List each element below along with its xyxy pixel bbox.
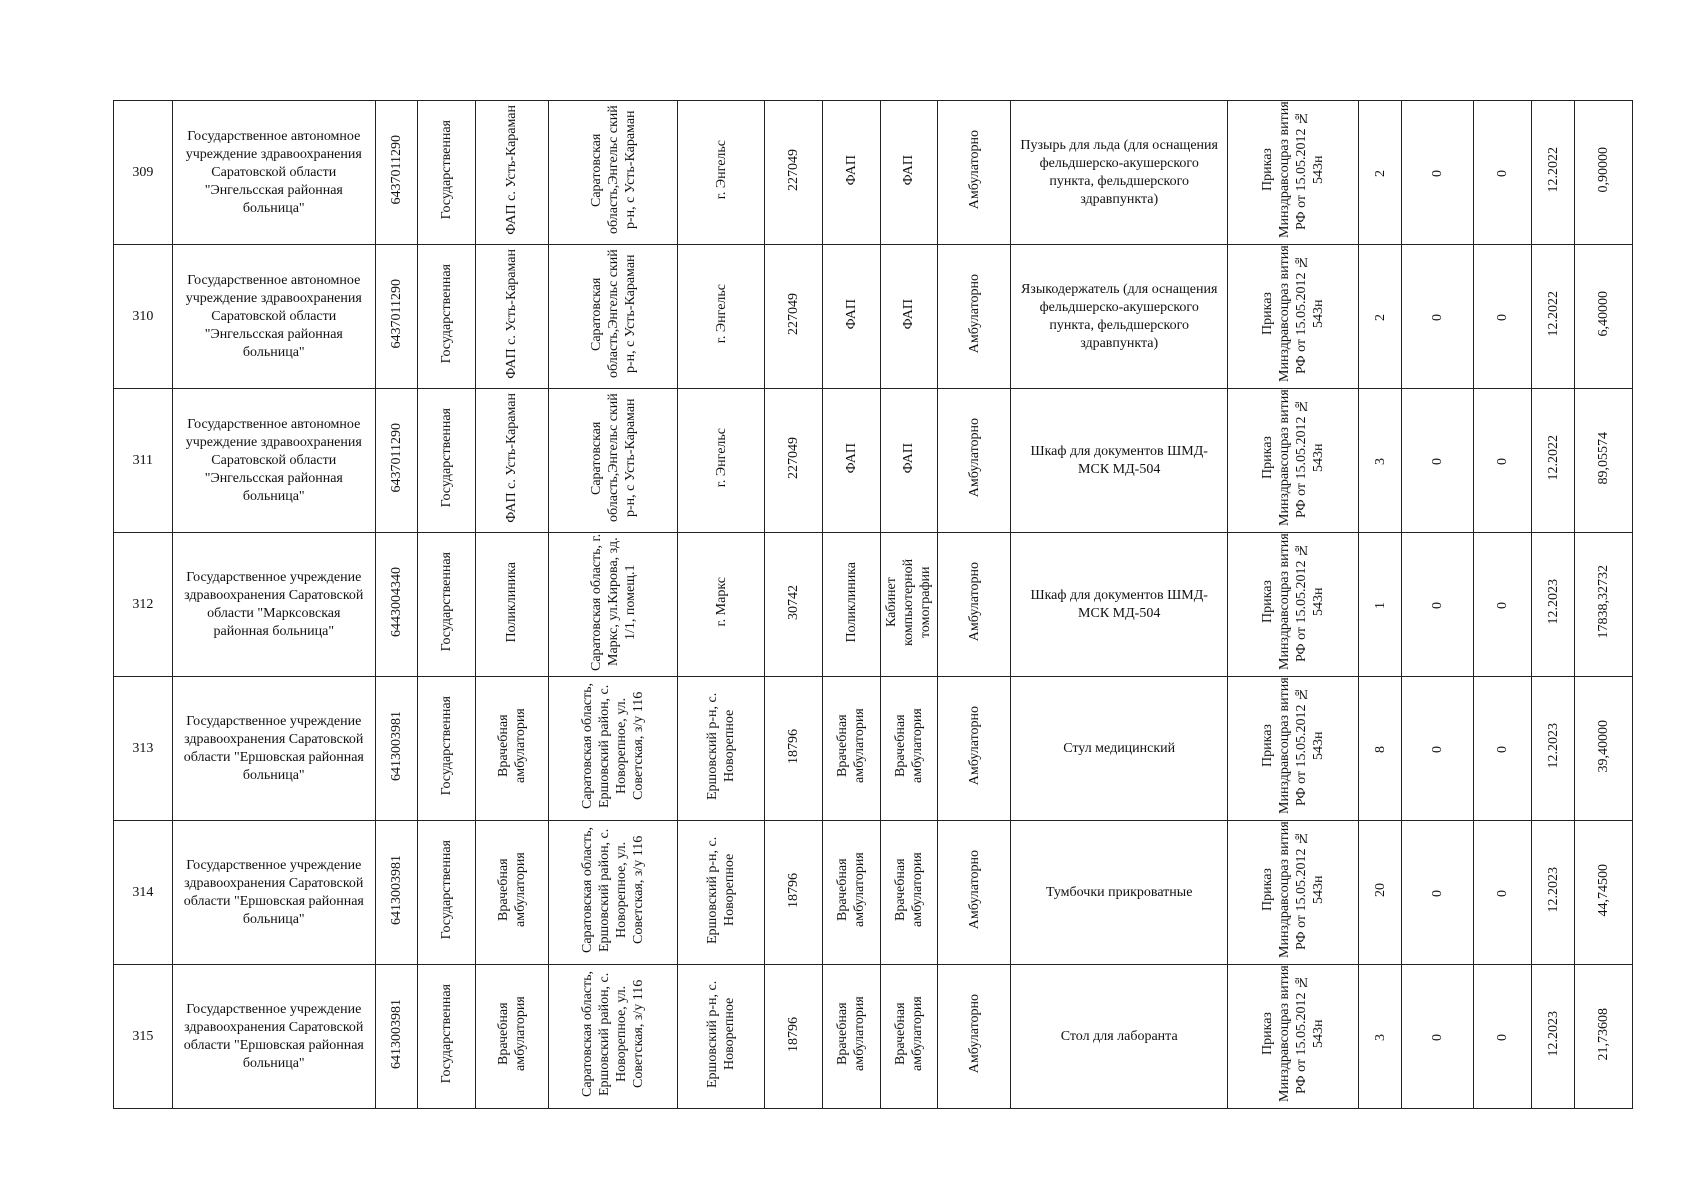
unit-name-cell [476, 533, 549, 677]
count-b: 0 [1494, 313, 1510, 321]
care-conditions: Амбулаторно [966, 562, 982, 642]
address-cell [548, 389, 677, 533]
population: 227049 [786, 293, 802, 335]
regulatory-order: Приказ Минздравсоцраз вития РФ от 15.05.2012 № 543н [1260, 965, 1327, 1103]
delivery-date: 12.2023 [1545, 867, 1561, 913]
delivery-date: 12.2022 [1545, 435, 1561, 481]
unit-type-cell [822, 245, 880, 389]
price-cell [1575, 821, 1633, 965]
locality: г. Маркс [713, 577, 729, 627]
population: 18796 [786, 1016, 802, 1052]
count-a: 0 [1430, 601, 1446, 609]
price-cell [1575, 533, 1633, 677]
quantity-cell [1358, 965, 1401, 1109]
equipment-name: Стол для лаборанта [1060, 1028, 1178, 1044]
department-cell [880, 677, 938, 821]
count-b: 0 [1494, 457, 1510, 465]
population: 18796 [786, 872, 802, 908]
price: 6,40000 [1596, 291, 1612, 337]
table-row [114, 821, 1633, 965]
population-cell [765, 965, 823, 1109]
locality-cell [678, 677, 765, 821]
department: ФАП [901, 298, 917, 330]
equipment-name: Шкаф для документов ШМД-МСК МД-504 [1030, 587, 1208, 621]
equipment-name-cell [1010, 245, 1227, 389]
population: 30742 [786, 584, 802, 620]
ownership-form: Государственная [439, 552, 455, 652]
equipment-name: Стул медицинский [1063, 740, 1176, 756]
care-conditions: Амбулаторно [966, 706, 982, 786]
count-b-cell [1474, 821, 1532, 965]
price: 21,73608 [1596, 1007, 1612, 1061]
organization-name: Государственное автономное учреждение здравоохранения Саратовской области "Энгельсская районная больница" [185, 416, 362, 504]
department: Врачебная амбулатория [892, 852, 925, 928]
delivery-date-cell [1531, 389, 1574, 533]
row-number-cell [114, 821, 173, 965]
care-conditions-cell [938, 389, 1011, 533]
population-cell [765, 821, 823, 965]
organization-name: Государственное учреждение здравоохранения Саратовской области "Марксовская районная больница" [184, 569, 364, 639]
care-conditions-cell [938, 533, 1011, 677]
unit-type: ФАП [843, 154, 859, 186]
care-conditions: Амбулаторно [966, 994, 982, 1074]
care-conditions-cell [938, 101, 1011, 245]
unit-name-cell [476, 389, 549, 533]
delivery-date: 12.2022 [1545, 147, 1561, 193]
price-cell [1575, 101, 1633, 245]
locality: Ершовский р-н, с. Новорепное [705, 692, 738, 800]
unit-name: Врачебная амбулатория [495, 852, 528, 928]
inn: 6413003981 [389, 711, 405, 781]
unit-name-cell [476, 821, 549, 965]
organization-name-cell [172, 389, 375, 533]
table-row [114, 677, 1633, 821]
inn-cell [375, 101, 417, 245]
row-number: 309 [132, 164, 154, 180]
unit-name-cell [476, 245, 549, 389]
quantity-cell [1358, 821, 1401, 965]
unit-name: ФАП с. Усть-Караман [504, 393, 520, 523]
row-number-cell [114, 677, 173, 821]
price: 17838,32732 [1596, 565, 1612, 639]
row-number-cell [114, 533, 173, 677]
unit-type-cell [822, 677, 880, 821]
unit-type: ФАП [843, 298, 859, 330]
quantity-cell [1358, 389, 1401, 533]
regulatory-order-cell [1228, 965, 1358, 1109]
locality: г. Энгельс [713, 140, 729, 200]
inn-cell [375, 965, 417, 1109]
population-cell [765, 677, 823, 821]
unit-type: Врачебная амбулатория [835, 996, 868, 1072]
count-a-cell [1402, 965, 1474, 1109]
ownership-form: Государственная [439, 408, 455, 508]
organization-name: Государственное учреждение здравоохранения Саратовской области "Ершовская районная больница" [183, 713, 364, 783]
ownership-form-cell [418, 101, 476, 245]
department-cell [880, 245, 938, 389]
row-number: 311 [132, 452, 154, 468]
organization-name-cell [172, 821, 375, 965]
quantity-cell [1358, 101, 1401, 245]
count-b-cell [1474, 965, 1532, 1109]
delivery-date-cell [1531, 245, 1574, 389]
organization-name-cell [172, 533, 375, 677]
quantity: 2 [1372, 313, 1388, 321]
ownership-form: Государственная [439, 840, 455, 940]
table-row [114, 389, 1633, 533]
count-a-cell [1402, 245, 1474, 389]
row-number-cell [114, 245, 173, 389]
inn: 6437011290 [389, 279, 405, 349]
count-a-cell [1402, 101, 1474, 245]
ownership-form-cell [418, 533, 476, 677]
quantity: 1 [1372, 601, 1388, 609]
care-conditions-cell [938, 821, 1011, 965]
price: 44,74500 [1596, 863, 1612, 917]
population-cell [765, 533, 823, 677]
row-number: 315 [132, 1028, 154, 1044]
count-b: 0 [1494, 601, 1510, 609]
price: 89,05574 [1596, 431, 1612, 485]
organization-name: Государственное автономное учреждение здравоохранения Саратовской области "Энгельсская районная больница" [185, 128, 362, 216]
locality-cell [678, 533, 765, 677]
unit-type: Врачебная амбулатория [835, 852, 868, 928]
ownership-form: Государственная [439, 696, 455, 796]
quantity: 8 [1372, 745, 1388, 753]
care-conditions: Амбулаторно [966, 850, 982, 930]
inn-cell [375, 389, 417, 533]
price: 39,40000 [1596, 719, 1612, 773]
ownership-form: Государственная [439, 984, 455, 1084]
address: Саратовская область, Ершовский район, с. Новорепное, ул. Советская, з/у 116 [580, 971, 647, 1098]
locality-cell [678, 389, 765, 533]
price-cell [1575, 389, 1633, 533]
quantity: 3 [1372, 457, 1388, 465]
row-number: 313 [132, 740, 154, 756]
quantity-cell [1358, 245, 1401, 389]
ownership-form: Государственная [439, 264, 455, 364]
population-cell [765, 245, 823, 389]
quantity-cell [1358, 677, 1401, 821]
ownership-form-cell [418, 965, 476, 1109]
quantity: 3 [1372, 1033, 1388, 1041]
quantity: 20 [1372, 883, 1388, 897]
equipment-table [113, 100, 1633, 1109]
delivery-date: 12.2023 [1545, 1011, 1561, 1057]
unit-name: ФАП с. Усть-Караман [504, 249, 520, 379]
ownership-form-cell [418, 389, 476, 533]
inn: 6437011290 [389, 423, 405, 493]
ownership-form-cell [418, 245, 476, 389]
locality: Ершовский р-н, с. Новорепное [705, 980, 738, 1088]
count-b: 0 [1494, 1033, 1510, 1041]
care-conditions-cell [938, 677, 1011, 821]
address: Саратовская область,Энгельс ский р-н, с Усть-Караман [588, 249, 638, 379]
address: Саратовская область,Энгельс ский р-н, с Усть-Караман [588, 105, 638, 235]
department-cell [880, 533, 938, 677]
locality: г. Энгельс [713, 284, 729, 344]
population-cell [765, 101, 823, 245]
inn: 6413003981 [389, 855, 405, 925]
locality-cell [678, 821, 765, 965]
count-a: 0 [1430, 313, 1446, 321]
delivery-date-cell [1531, 677, 1574, 821]
department-cell [880, 101, 938, 245]
regulatory-order: Приказ Минздравсоцраз вития РФ от 15.05.2012 № 543н [1260, 533, 1327, 671]
address-cell [548, 821, 677, 965]
unit-name: Поликлиника [504, 561, 520, 643]
locality-cell [678, 245, 765, 389]
price: 0,90000 [1596, 147, 1612, 193]
count-a-cell [1402, 389, 1474, 533]
count-b: 0 [1494, 889, 1510, 897]
inn: 6437011290 [389, 135, 405, 205]
ownership-form-cell [418, 677, 476, 821]
unit-type-cell [822, 533, 880, 677]
department-cell [880, 389, 938, 533]
equipment-name-cell [1010, 533, 1227, 677]
count-a-cell [1402, 533, 1474, 677]
equipment-name: Языкодержатель (для оснащения фельдшерско-акушерского пункта, фельдшерского здравпункта) [1020, 281, 1218, 351]
population: 227049 [786, 149, 802, 191]
unit-type-cell [822, 101, 880, 245]
equipment-name: Тумбочки прикроватные [1045, 884, 1193, 900]
department: Кабинет компьютерной томографии [884, 558, 934, 646]
regulatory-order: Приказ Минздравсоцраз вития РФ от 15.05.2012 № 543н [1260, 821, 1327, 959]
organization-name-cell [172, 677, 375, 821]
regulatory-order-cell [1228, 245, 1358, 389]
delivery-date-cell [1531, 101, 1574, 245]
row-number-cell [114, 965, 173, 1109]
inn: 6413003981 [389, 999, 405, 1069]
regulatory-order: Приказ Минздравсоцраз вития РФ от 15.05.2012 № 543н [1260, 101, 1327, 239]
delivery-date: 12.2022 [1545, 291, 1561, 337]
equipment-name-cell [1010, 677, 1227, 821]
count-a-cell [1402, 677, 1474, 821]
regulatory-order-cell [1228, 533, 1358, 677]
department-cell [880, 821, 938, 965]
equipment-name-cell [1010, 389, 1227, 533]
organization-name-cell [172, 965, 375, 1109]
price-cell [1575, 965, 1633, 1109]
delivery-date-cell [1531, 533, 1574, 677]
unit-type: Поликлиника [843, 561, 859, 643]
unit-name: Врачебная амбулатория [495, 996, 528, 1072]
price-cell [1575, 245, 1633, 389]
locality-cell [678, 965, 765, 1109]
population-cell [765, 389, 823, 533]
table-row [114, 245, 1633, 389]
care-conditions: Амбулаторно [966, 130, 982, 210]
inn-cell [375, 821, 417, 965]
inn-cell [375, 245, 417, 389]
count-b-cell [1474, 533, 1532, 677]
equipment-name-cell [1010, 821, 1227, 965]
equipment-name-cell [1010, 965, 1227, 1109]
unit-name: ФАП с. Усть-Караман [504, 105, 520, 235]
count-b-cell [1474, 245, 1532, 389]
row-number: 314 [132, 884, 154, 900]
inn-cell [375, 677, 417, 821]
table-row [114, 965, 1633, 1109]
table-row [114, 101, 1633, 245]
delivery-date-cell [1531, 965, 1574, 1109]
equipment-name: Шкаф для документов ШМД-МСК МД-504 [1030, 443, 1208, 477]
unit-type-cell [822, 821, 880, 965]
regulatory-order: Приказ Минздравсоцраз вития РФ от 15.05.2012 № 543н [1260, 245, 1327, 383]
row-number: 312 [132, 596, 154, 612]
locality: г. Энгельс [713, 428, 729, 488]
department: Врачебная амбулатория [892, 708, 925, 784]
locality-cell [678, 101, 765, 245]
care-conditions: Амбулаторно [966, 418, 982, 498]
regulatory-order: Приказ Минздравсоцраз вития РФ от 15.05.2012 № 543н [1260, 677, 1327, 815]
count-a: 0 [1430, 889, 1446, 897]
inn: 6443004340 [389, 567, 405, 637]
row-number-cell [114, 101, 173, 245]
ownership-form-cell [418, 821, 476, 965]
organization-name-cell [172, 245, 375, 389]
address-cell [548, 677, 677, 821]
unit-name-cell [476, 965, 549, 1109]
care-conditions-cell [938, 965, 1011, 1109]
address-cell [548, 245, 677, 389]
address-cell [548, 965, 677, 1109]
organization-name-cell [172, 101, 375, 245]
address: Саратовская область, Ершовский район, с. Новорепное, ул. Советская, з/у 116 [580, 827, 647, 954]
count-b-cell [1474, 101, 1532, 245]
count-b: 0 [1494, 169, 1510, 177]
address-cell [548, 533, 677, 677]
unit-name-cell [476, 677, 549, 821]
quantity-cell [1358, 533, 1401, 677]
delivery-date: 12.2023 [1545, 723, 1561, 769]
count-b-cell [1474, 389, 1532, 533]
unit-type-cell [822, 965, 880, 1109]
quantity: 2 [1372, 169, 1388, 177]
locality: Ершовский р-н, с. Новорепное [705, 836, 738, 944]
address: Саратовская область, г. Маркс, ул.Кирова, зд. 1/1, помещ.1 [588, 533, 638, 671]
unit-type: Врачебная амбулатория [835, 708, 868, 784]
row-number-cell [114, 389, 173, 533]
department-cell [880, 965, 938, 1109]
equipment-name-cell [1010, 101, 1227, 245]
population: 227049 [786, 437, 802, 479]
equipment-name: Пузырь для льда (для оснащения фельдшерско-акушерского пункта, фельдшерского здравпункта) [1020, 137, 1218, 207]
count-a: 0 [1430, 457, 1446, 465]
population: 18796 [786, 728, 802, 764]
delivery-date-cell [1531, 821, 1574, 965]
unit-type-cell [822, 389, 880, 533]
delivery-date: 12.2023 [1545, 579, 1561, 625]
address-cell [548, 101, 677, 245]
organization-name: Государственное учреждение здравоохранения Саратовской области "Ершовская районная больница" [183, 1001, 364, 1071]
department: Врачебная амбулатория [892, 996, 925, 1072]
count-a: 0 [1430, 745, 1446, 753]
address: Саратовская область,Энгельс ский р-н, с Усть-Караман [588, 393, 638, 523]
regulatory-order: Приказ Минздравсоцраз вития РФ от 15.05.2012 № 543н [1260, 389, 1327, 527]
count-b-cell [1474, 677, 1532, 821]
table-row [114, 533, 1633, 677]
ownership-form: Государственная [439, 120, 455, 220]
regulatory-order-cell [1228, 821, 1358, 965]
count-a-cell [1402, 821, 1474, 965]
care-conditions: Амбулаторно [966, 274, 982, 354]
organization-name: Государственное учреждение здравоохранения Саратовской области "Ершовская районная больница" [183, 857, 364, 927]
unit-name-cell [476, 101, 549, 245]
count-b: 0 [1494, 745, 1510, 753]
inn-cell [375, 533, 417, 677]
price-cell [1575, 677, 1633, 821]
department: ФАП [901, 154, 917, 186]
care-conditions-cell [938, 245, 1011, 389]
regulatory-order-cell [1228, 389, 1358, 533]
count-a: 0 [1430, 1033, 1446, 1041]
organization-name: Государственное автономное учреждение здравоохранения Саратовской области "Энгельсская районная больница" [185, 272, 362, 360]
department: ФАП [901, 442, 917, 474]
regulatory-order-cell [1228, 677, 1358, 821]
unit-type: ФАП [843, 442, 859, 474]
address: Саратовская область, Ершовский район, с. Новорепное, ул. Советская, з/у 116 [580, 683, 647, 810]
unit-name: Врачебная амбулатория [495, 708, 528, 784]
row-number: 310 [132, 308, 154, 324]
count-a: 0 [1430, 169, 1446, 177]
regulatory-order-cell [1228, 101, 1358, 245]
